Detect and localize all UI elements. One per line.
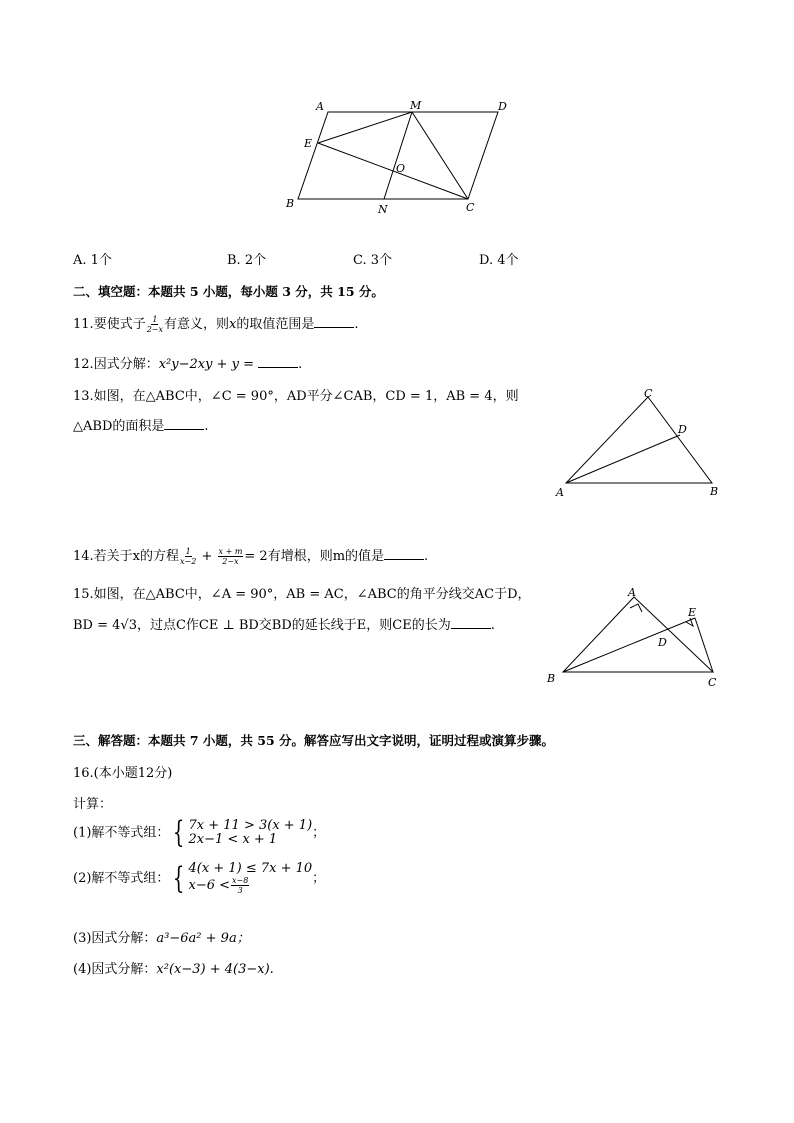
parallelogram-figure bbox=[280, 95, 520, 220]
question-16-title: 16.(本小题12分) bbox=[73, 766, 173, 781]
q14-pre: 14.若关于x的方程 bbox=[73, 549, 180, 564]
q13-end: . bbox=[204, 419, 209, 434]
answer-blank[interactable] bbox=[258, 355, 298, 368]
q15-end: . bbox=[490, 618, 495, 633]
label-E: E bbox=[688, 606, 697, 619]
label-C: C bbox=[708, 676, 717, 689]
label-C: C bbox=[466, 201, 475, 214]
option-b: B. 2个 bbox=[227, 253, 267, 268]
q16-p1-end: ； bbox=[312, 825, 326, 841]
q16-p3-pre: (3)因式分解： bbox=[73, 931, 157, 946]
q16-part-4 bbox=[73, 958, 274, 977]
q16-part-3 bbox=[73, 927, 250, 946]
question-16-intro: 计算： bbox=[73, 797, 113, 812]
q11-pre: 要使式子 bbox=[93, 317, 146, 332]
q16-p1-pre: (1)解不等式组： bbox=[73, 825, 170, 841]
q12-end: . bbox=[298, 357, 303, 372]
label-A: A bbox=[628, 586, 636, 599]
q11-var: x bbox=[229, 317, 237, 332]
section2-heading: 二、填空题：本题共 5 小题，每小题 3 分，共 15 分。 bbox=[73, 284, 384, 299]
label-O: O bbox=[396, 162, 406, 175]
question-13-line2 bbox=[73, 415, 209, 434]
question-15-line2 bbox=[73, 614, 495, 633]
q14-fraction-2: $\frac{x + m}{2-x}$ bbox=[218, 547, 243, 566]
q15-line2-text: BD = 4√3，过点C作CE ⊥ BD交BD的延长线于E，则CE的长为 bbox=[73, 618, 451, 633]
label-B: B bbox=[710, 485, 719, 498]
label-D: D bbox=[498, 100, 507, 113]
question-14 bbox=[73, 545, 428, 566]
q16-p4-pre: (4)因式分解： bbox=[73, 962, 157, 977]
answer-blank[interactable] bbox=[451, 616, 491, 629]
answer-blank[interactable] bbox=[164, 417, 204, 430]
q11-fraction: $\frac{1}{2-x}$ bbox=[146, 315, 164, 334]
q11-end: . bbox=[354, 317, 359, 332]
question-15-line1: 15.如图，在△ABC中，∠A = 90°，AB = AC，∠ABC的角平分线交AC于D， bbox=[73, 587, 531, 602]
q16-p4-expr: x²(x−3) + 4(3−x). bbox=[156, 962, 274, 977]
label-N: N bbox=[378, 203, 388, 216]
label-A: A bbox=[556, 486, 564, 499]
label-B: B bbox=[286, 197, 295, 210]
inequality-system-1: 7x + 11 > 3(x + 1) 2x−1 < x + 1 bbox=[188, 818, 313, 847]
q14-post: = 2有增根，则m的值是 bbox=[244, 549, 385, 564]
q16-p2-pre: (2)解不等式组： bbox=[73, 871, 170, 886]
q13-line2-text: △ABD的面积是 bbox=[73, 419, 165, 434]
label-C: C bbox=[644, 387, 653, 400]
q16-part-1 bbox=[73, 815, 326, 850]
option-a: A. 1个 bbox=[73, 253, 112, 268]
inequality-system-2: 4(x + 1) ≤ 7x + 10 x−6 < $\frac{x-8}{3}$ bbox=[188, 861, 313, 895]
q12-pre: 因式分解： bbox=[93, 357, 159, 372]
option-d: D. 4个 bbox=[479, 253, 519, 268]
q16-p3-expr: a³−6a² + 9a； bbox=[156, 931, 250, 946]
answer-blank[interactable] bbox=[384, 547, 424, 560]
label-A: A bbox=[316, 100, 324, 113]
q14-plus: + bbox=[201, 549, 213, 564]
question-11 bbox=[73, 313, 359, 334]
answer-blank[interactable] bbox=[314, 315, 354, 328]
q11-mid: 有意义，则 bbox=[164, 317, 230, 332]
q11-num: 11. bbox=[73, 317, 94, 332]
q11-post: 的取值范围是 bbox=[236, 317, 315, 332]
option-c: C. 3个 bbox=[353, 253, 393, 268]
q14-fraction-1: $\frac{1}{x-2}$ bbox=[180, 547, 197, 566]
q12-num: 12. bbox=[73, 357, 94, 372]
brace-icon: { bbox=[173, 860, 185, 896]
q14-end: . bbox=[424, 549, 429, 564]
q16-p2-end: ； bbox=[312, 871, 326, 886]
triangle-figure-13 bbox=[550, 385, 730, 505]
triangle-figure-15 bbox=[540, 582, 730, 692]
label-D: D bbox=[658, 636, 667, 649]
q16-part-2 bbox=[73, 862, 325, 895]
label-M: M bbox=[410, 99, 422, 112]
brace-icon: { bbox=[173, 815, 185, 850]
question-12 bbox=[73, 353, 302, 372]
question-13-line1: 13.如图，在△ABC中，∠C = 90°，AD平分∠CAB，CD = 1，AB = 4，则 bbox=[73, 389, 519, 404]
label-E: E bbox=[304, 137, 313, 150]
label-D: D bbox=[678, 423, 687, 436]
q12-expr: x²y−2xy + y = bbox=[158, 357, 254, 372]
section3-heading: 三、解答题：本题共 7 小题，共 55 分。解答应写出文字说明，证明过程或演算步骤。 bbox=[73, 733, 555, 748]
label-B: B bbox=[547, 672, 556, 685]
